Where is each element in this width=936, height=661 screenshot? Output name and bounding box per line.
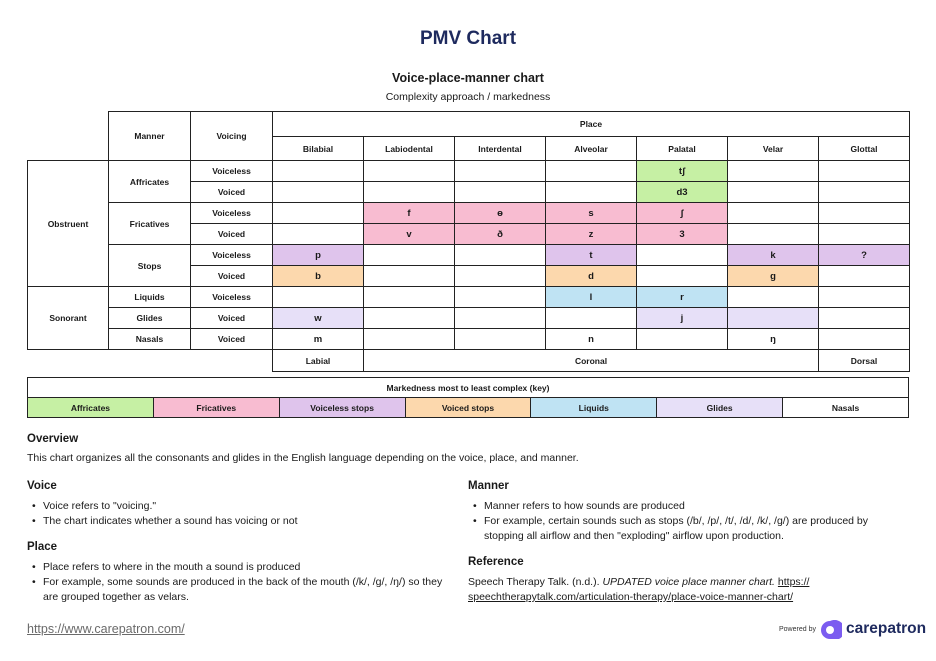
manner-bullet: • Manner refers to how sounds are produced bbox=[468, 499, 908, 514]
symbol-cell: ŋ bbox=[728, 329, 819, 350]
manner-liquids: Liquids bbox=[109, 287, 191, 308]
voicing-label: Voiced bbox=[191, 329, 273, 350]
place-palatal: Palatal bbox=[637, 137, 728, 161]
symbol-cell: ð bbox=[455, 224, 546, 245]
key-item-voiced-stops: Voiced stops bbox=[405, 398, 531, 418]
voice-place-manner-table bbox=[27, 111, 910, 372]
manner-nasals: Nasals bbox=[109, 329, 191, 350]
voicing-label: Voiceless bbox=[191, 161, 273, 182]
symbol-cell: l bbox=[546, 287, 637, 308]
manner-header: Manner bbox=[109, 112, 191, 161]
manner-glides: Glides bbox=[109, 308, 191, 329]
reference-link[interactable]: https:// speechtherapytalk.com/articulation-therapy/place-voice-manner-chart/ bbox=[468, 576, 810, 603]
manner-affricates: Affricates bbox=[109, 161, 191, 203]
place-group-labial: Labial bbox=[273, 350, 364, 372]
symbol-cell: p bbox=[273, 245, 364, 266]
place-labiodental: Labiodental bbox=[364, 137, 455, 161]
overview-heading: Overview bbox=[27, 433, 79, 445]
voice-bullet: • Voice refers to "voicing." bbox=[27, 499, 447, 514]
key-item-affricates: Affricates bbox=[28, 398, 154, 418]
symbol-cell: d bbox=[546, 266, 637, 287]
symbol-cell: d3 bbox=[637, 182, 728, 203]
footer-url-link[interactable]: https://www.carepatron.com/ bbox=[27, 622, 185, 636]
key-item-liquids: Liquids bbox=[531, 398, 657, 418]
symbol-cell: b bbox=[273, 266, 364, 287]
key-item-fricatives: Fricatives bbox=[153, 398, 279, 418]
manner-heading: Manner bbox=[468, 480, 509, 492]
voicing-label: Voiceless bbox=[191, 245, 273, 266]
symbol-cell: z bbox=[546, 224, 637, 245]
reference-heading: Reference bbox=[468, 556, 524, 568]
voice-heading: Voice bbox=[27, 480, 57, 492]
reference-prefix: Speech Therapy Talk. (n.d.). bbox=[468, 576, 603, 588]
symbol-cell: n bbox=[546, 329, 637, 350]
key-item-nasals: Nasals bbox=[783, 398, 909, 418]
carepatron-brand: carepatron bbox=[846, 620, 927, 637]
symbol-cell: 3 bbox=[637, 224, 728, 245]
place-list bbox=[27, 560, 447, 605]
symbol-cell: tʃ bbox=[637, 161, 728, 182]
reference-title: UPDATED voice place manner chart. bbox=[602, 576, 775, 588]
voicing-label: Voiced bbox=[191, 182, 273, 203]
symbol-cell: t bbox=[546, 245, 637, 266]
symbol-cell: v bbox=[364, 224, 455, 245]
symbol-cell: m bbox=[273, 329, 364, 350]
place-bullet: • Place refers to where in the mouth a sound is produced bbox=[27, 560, 447, 575]
place-group-dorsal: Dorsal bbox=[819, 350, 910, 372]
place-bilabial: Bilabial bbox=[273, 137, 364, 161]
place-bullet: • For example, some sounds are produced in the back of the mouth (/k/, /g/, /ŋ/) so they are grouped together as velars. bbox=[27, 575, 447, 605]
symbol-cell: ʃ bbox=[637, 203, 728, 224]
group-sonorant: Sonorant bbox=[28, 287, 109, 350]
key-title: Markedness most to least complex (key) bbox=[28, 378, 909, 398]
carepatron-logo-icon bbox=[818, 620, 842, 640]
voicing-label: Voiced bbox=[191, 266, 273, 287]
voicing-label: Voiceless bbox=[191, 287, 273, 308]
chart-title: Voice-place-manner chart bbox=[392, 71, 544, 85]
markedness-key-table bbox=[27, 377, 909, 418]
symbol-cell: ? bbox=[819, 245, 910, 266]
symbol-cell: w bbox=[273, 308, 364, 329]
symbol-cell: j bbox=[637, 308, 728, 329]
voicing-header: Voicing bbox=[191, 112, 273, 161]
place-interdental: Interdental bbox=[455, 137, 546, 161]
group-obstruent: Obstruent bbox=[28, 161, 109, 287]
chart-subtitle: Complexity approach / markedness bbox=[385, 91, 551, 103]
place-header: Place bbox=[273, 112, 910, 137]
key-item-voiceless-stops: Voiceless stops bbox=[279, 398, 405, 418]
manner-bullet: • For example, certain sounds such as stops (/b/, /p/, /t/, /d/, /k/, /g/) are produced by stopping all airflow and then "exploding" airflow upon production. bbox=[468, 514, 908, 544]
voice-bullet: • The chart indicates whether a sound has voicing or not bbox=[27, 514, 447, 529]
place-glottal: Glottal bbox=[819, 137, 910, 161]
manner-stops: Stops bbox=[109, 245, 191, 287]
place-alveolar: Alveolar bbox=[546, 137, 637, 161]
powered-by-text: Powered by bbox=[779, 626, 816, 633]
symbol-cell: r bbox=[637, 287, 728, 308]
voice-list bbox=[27, 499, 447, 529]
place-group-coronal: Coronal bbox=[364, 350, 819, 372]
voicing-label: Voiced bbox=[191, 224, 273, 245]
symbol-cell: s bbox=[546, 203, 637, 224]
page-title: PMV Chart bbox=[419, 28, 517, 49]
manner-fricatives: Fricatives bbox=[109, 203, 191, 245]
symbol-cell: f bbox=[364, 203, 455, 224]
reference-text bbox=[468, 575, 888, 605]
place-heading: Place bbox=[27, 541, 58, 553]
voicing-label: Voiceless bbox=[191, 203, 273, 224]
symbol-cell: g bbox=[728, 266, 819, 287]
symbol-cell: k bbox=[728, 245, 819, 266]
overview-text: This chart organizes all the consonants and glides in the English language depending on the voice, place, and manner. bbox=[27, 452, 579, 464]
place-velar: Velar bbox=[728, 137, 819, 161]
voicing-label: Voiced bbox=[191, 308, 273, 329]
manner-list bbox=[468, 499, 908, 544]
key-item-glides: Glides bbox=[657, 398, 783, 418]
symbol-cell: ɵ bbox=[455, 203, 546, 224]
